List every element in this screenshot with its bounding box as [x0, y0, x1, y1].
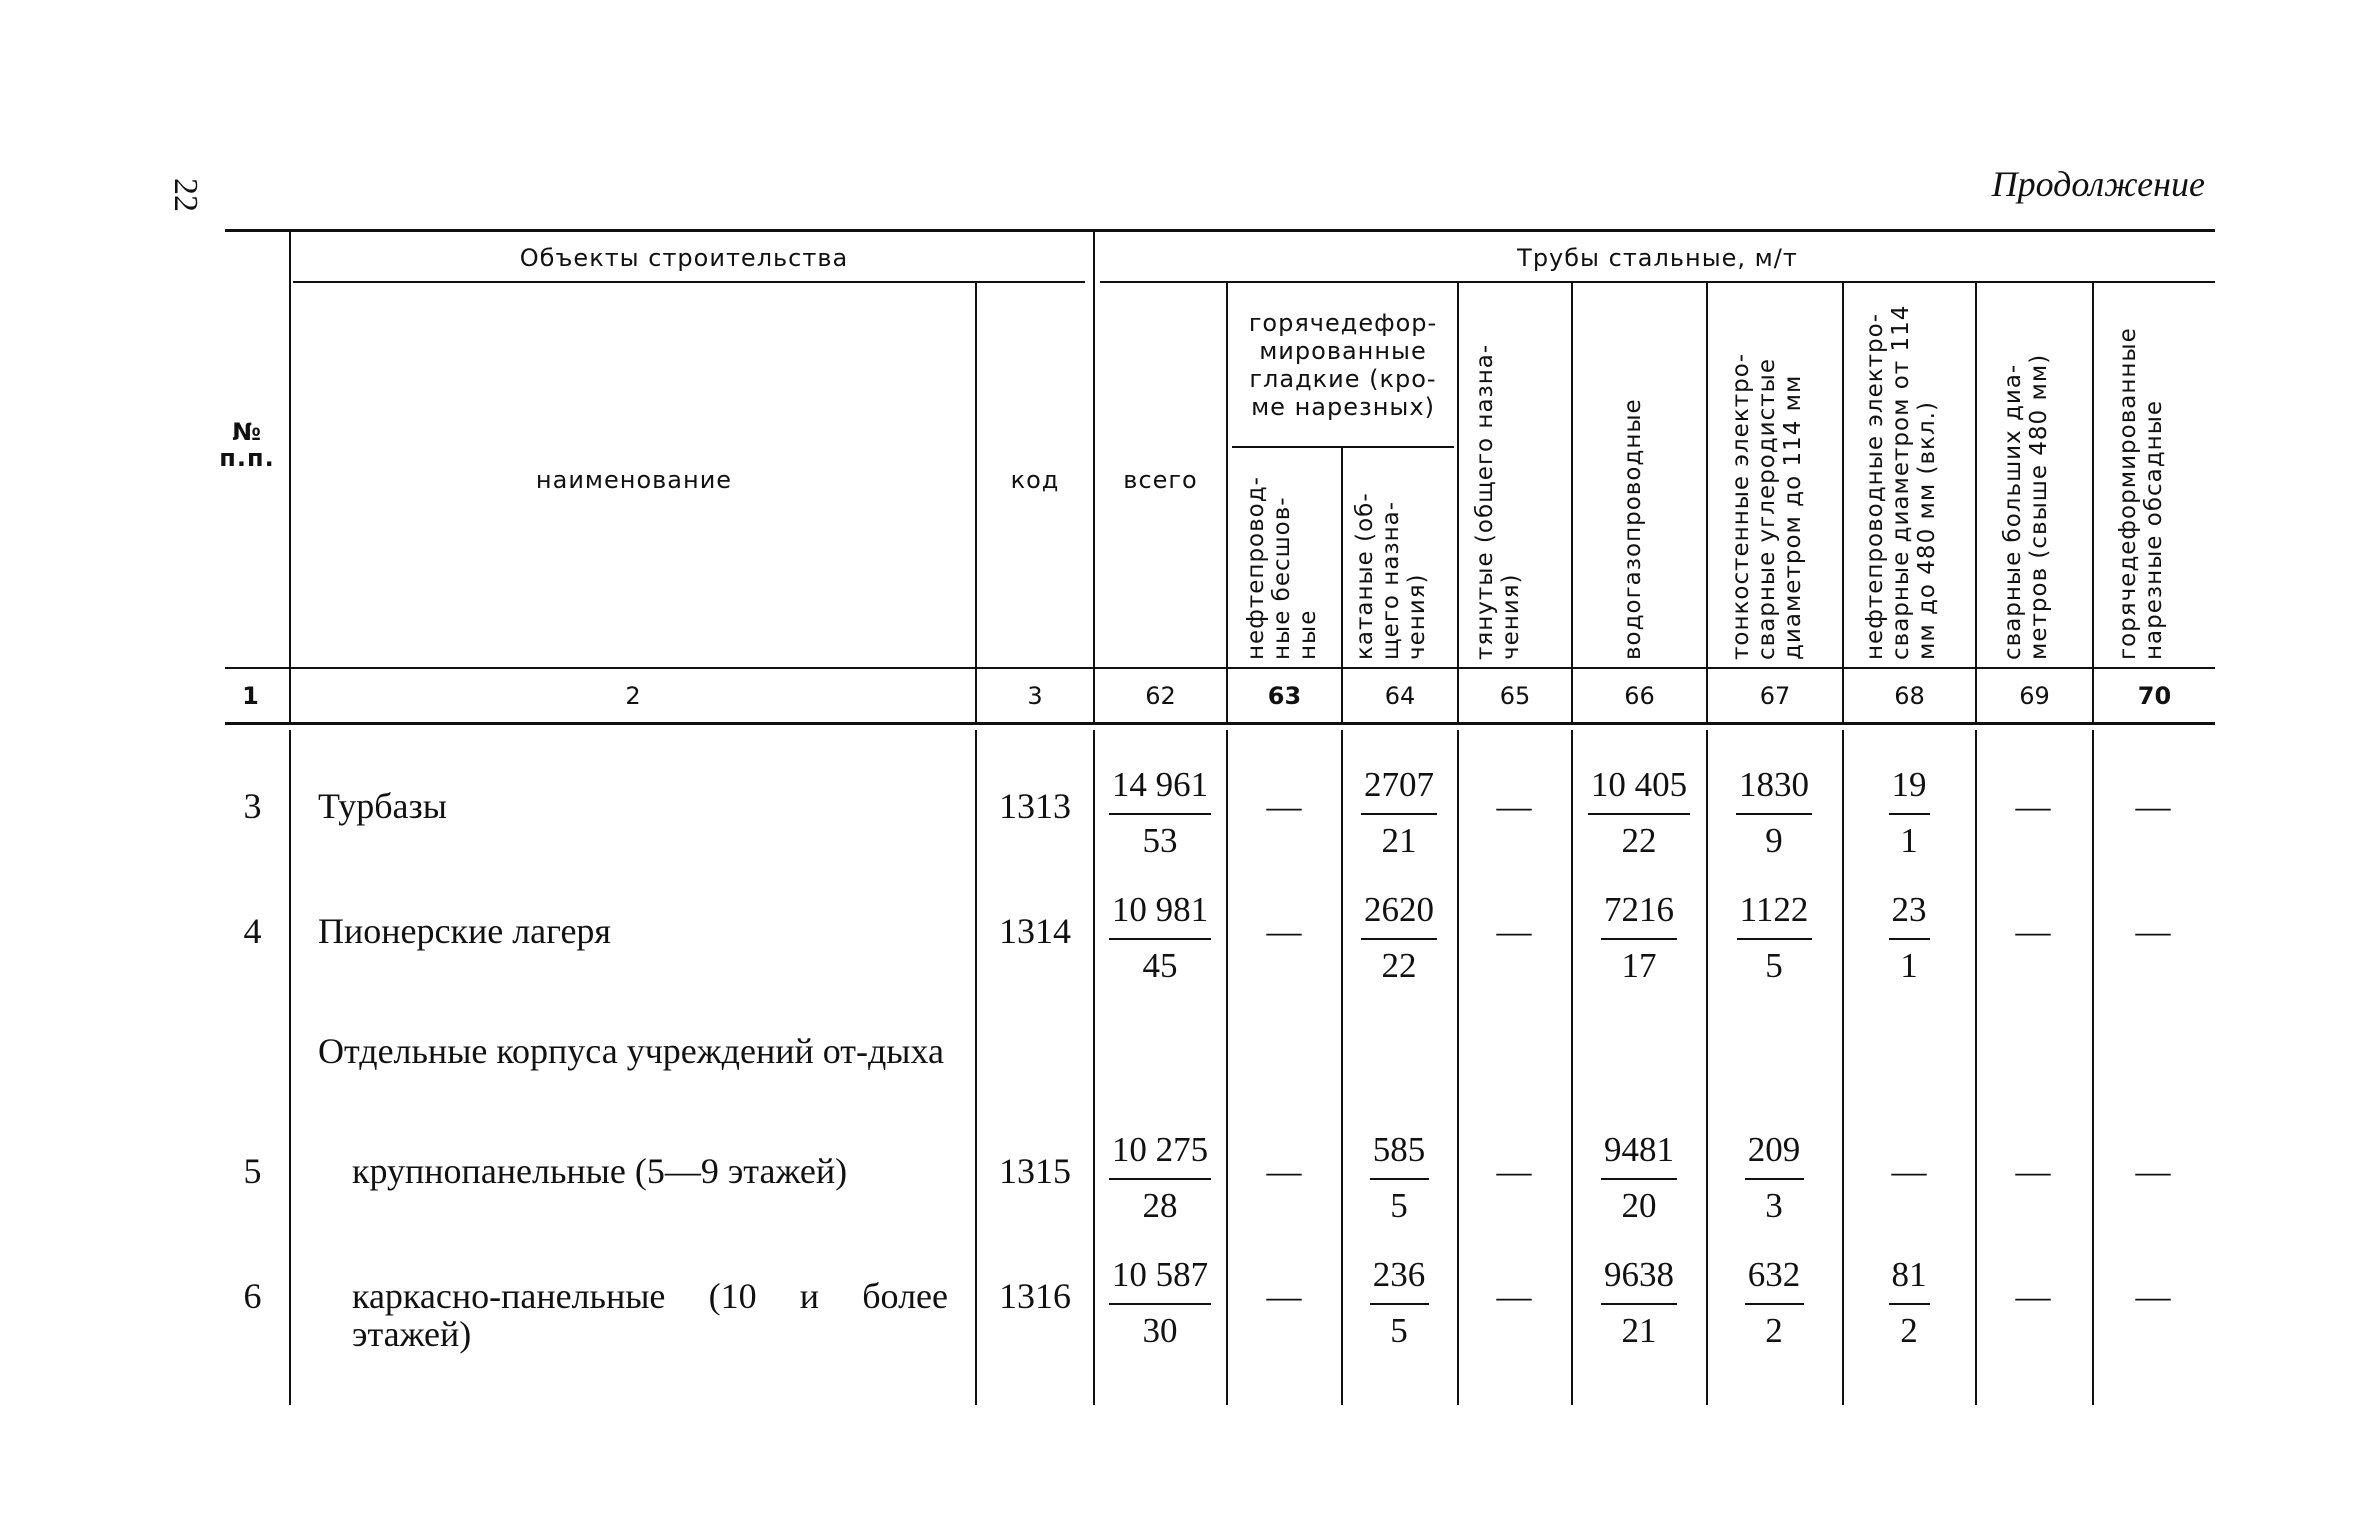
- empty-dash: —: [2015, 1277, 2051, 1316]
- vrule: [289, 232, 291, 722]
- fraction-bar: [1361, 813, 1437, 815]
- fraction-bar: [1109, 938, 1211, 940]
- numerator: 585: [1372, 1130, 1426, 1169]
- col-number: 3: [1027, 682, 1043, 710]
- header-code: код: [1010, 466, 1060, 494]
- row-number: 4: [243, 911, 262, 951]
- denominator: 5: [1390, 1186, 1408, 1225]
- row-name: Турбазы: [318, 786, 447, 826]
- empty-dash: —: [2135, 912, 2171, 951]
- denominator: 2: [1900, 1311, 1918, 1350]
- header-hot-formed-group: горячедефор-мированные гладкие (кро-ме нарезных): [1248, 309, 1438, 421]
- fraction-c68: [1849, 1255, 1969, 1351]
- number-row-rule: [225, 722, 2215, 725]
- row-code: 1316: [999, 1276, 1071, 1316]
- header-drawn: [1472, 292, 1564, 660]
- denominator: 28: [1142, 1186, 1178, 1225]
- empty-dash: —: [1266, 787, 1302, 826]
- row-code: 1315: [999, 1151, 1071, 1191]
- fraction-c62: [1100, 765, 1220, 861]
- vrule: [1842, 730, 1844, 1405]
- empty-dash: —: [1496, 1277, 1532, 1316]
- hot-formed-subrule: [1232, 446, 1454, 448]
- denominator: 21: [1621, 1311, 1657, 1350]
- vrule: [289, 730, 291, 1405]
- denominator: 5: [1765, 946, 1783, 985]
- col-number: 69: [2019, 682, 2050, 710]
- numerator: 9638: [1604, 1255, 1674, 1294]
- fraction-bar: [1601, 938, 1677, 940]
- vrule: [1975, 730, 1977, 1405]
- continuation-label: Продолжение: [1991, 164, 2205, 204]
- empty-dash: —: [2135, 1277, 2171, 1316]
- header-name: наименование: [535, 466, 733, 494]
- header-bottom-rule: [225, 667, 2215, 669]
- empty-dash: —: [1891, 1152, 1927, 1191]
- fraction-c66: [1579, 890, 1699, 986]
- header-oil-seamless-text: нефтепровод-ные бесшов-ные: [1243, 476, 1321, 660]
- empty-dash: —: [1266, 912, 1302, 951]
- vrule: [1093, 730, 1095, 1405]
- denominator: 22: [1621, 821, 1657, 860]
- header-rolled: [1352, 452, 1452, 660]
- fraction-c64: [1339, 1255, 1459, 1351]
- fraction-c68: [1849, 765, 1969, 861]
- fraction-bar: [1588, 813, 1690, 815]
- col-number: 63: [1267, 682, 1302, 710]
- row-number: 6: [243, 1276, 262, 1316]
- fraction-c66: [1579, 765, 1699, 861]
- fraction-c67: [1714, 890, 1834, 986]
- vrule: [1226, 730, 1228, 1405]
- vrule: [2092, 730, 2094, 1405]
- col-number: 70: [2137, 682, 2172, 710]
- header-oil-seamless: [1243, 452, 1335, 660]
- header-oil-welded: [1862, 292, 1967, 660]
- denominator: 2: [1765, 1311, 1783, 1350]
- header-hot-formed-threaded: [2115, 292, 2195, 660]
- header-rolled-text: катаные (об-щего назна-чения): [1352, 492, 1430, 660]
- denominator: 22: [1381, 946, 1417, 985]
- fraction-c64: [1339, 1130, 1459, 1226]
- header-total: всего: [1123, 466, 1198, 494]
- fraction-c64: [1339, 765, 1459, 861]
- fraction-bar: [1745, 1178, 1804, 1180]
- numerator: 209: [1747, 1130, 1801, 1169]
- fraction-bar: [1109, 1178, 1211, 1180]
- col-number: 67: [1759, 682, 1791, 710]
- header-thin-wall: [1728, 292, 1828, 660]
- numerator: 1122: [1739, 890, 1809, 929]
- fraction-c67: [1714, 765, 1834, 861]
- pipes-group-rule: [1100, 281, 2215, 283]
- header-objects-group: Объекты строительства: [519, 244, 849, 272]
- header-no: № п.п.: [219, 418, 275, 472]
- col-number: 1: [242, 682, 259, 710]
- numerator: 1830: [1739, 765, 1809, 804]
- fraction-c67: [1714, 1130, 1834, 1226]
- header-welded-large: [2000, 292, 2080, 660]
- numerator: 10 275: [1111, 1130, 1209, 1169]
- objects-group-rule: [293, 281, 1085, 283]
- numerator: 14 961: [1111, 765, 1209, 804]
- numerator: 236: [1372, 1255, 1426, 1294]
- vrule: [1571, 730, 1573, 1405]
- col-number: 2: [625, 682, 641, 710]
- col-number: 64: [1384, 682, 1416, 710]
- denominator: 45: [1142, 946, 1178, 985]
- empty-dash: —: [2015, 787, 2051, 826]
- numerator: 19: [1891, 765, 1927, 804]
- col-number: 65: [1499, 682, 1531, 710]
- fraction-bar: [1889, 938, 1930, 940]
- denominator: 30: [1142, 1311, 1178, 1350]
- header-welded-large-text: сварные больших диа-метров (свыше 480 мм): [2000, 353, 2052, 660]
- empty-dash: —: [2135, 787, 2171, 826]
- group-label: Отдельные корпуса учреждений от-дыха: [318, 1031, 944, 1071]
- vrule: [1706, 730, 1708, 1405]
- fraction-c68: [1849, 890, 1969, 986]
- header-water-gas: [1620, 292, 1680, 660]
- vrule: [1457, 283, 1459, 722]
- empty-dash: —: [2015, 912, 2051, 951]
- denominator: 21: [1381, 821, 1417, 860]
- row-name: крупнопанельные (5—9 этажей): [352, 1151, 848, 1191]
- numerator: 23: [1891, 890, 1927, 929]
- fraction-bar: [1889, 1303, 1930, 1305]
- vrule: [1571, 283, 1573, 722]
- header-water-gas-text: водогазопроводные: [1620, 398, 1646, 660]
- denominator: 5: [1390, 1311, 1408, 1350]
- fraction-bar: [1601, 1178, 1677, 1180]
- empty-dash: —: [1496, 1152, 1532, 1191]
- numerator: 10 405: [1590, 765, 1688, 804]
- page-number: 22: [167, 178, 204, 212]
- header-drawn-text: тянутые (общего назна-чения): [1472, 343, 1524, 660]
- col-number: 62: [1145, 682, 1176, 710]
- fraction-bar: [1109, 813, 1211, 815]
- denominator: 1: [1900, 821, 1918, 860]
- denominator: 1: [1900, 946, 1918, 985]
- fraction-bar: [1370, 1303, 1429, 1305]
- numerator: 632: [1747, 1255, 1801, 1294]
- numerator: 81: [1891, 1255, 1927, 1294]
- empty-dash: —: [1266, 1152, 1302, 1191]
- row-name: каркасно-панельные (10 и более этажей): [352, 1276, 948, 1354]
- fraction-c64: [1339, 890, 1459, 986]
- empty-dash: —: [1496, 912, 1532, 951]
- vrule: [1226, 283, 1228, 722]
- fraction-c62: [1100, 1130, 1220, 1226]
- fraction-bar: [1361, 938, 1437, 940]
- fraction-bar: [1109, 1303, 1211, 1305]
- header-hot-formed-threaded-text: горячедеформированные нарезные обсадные: [2115, 327, 2167, 660]
- col-number: 68: [1894, 682, 1925, 710]
- empty-dash: —: [1496, 787, 1532, 826]
- fraction-bar: [1601, 1303, 1677, 1305]
- fraction-bar: [1736, 813, 1812, 815]
- vrule: [2092, 283, 2094, 722]
- numerator: 7216: [1604, 890, 1674, 929]
- row-number: 5: [243, 1151, 262, 1191]
- denominator: 17: [1621, 946, 1657, 985]
- fraction-c66: [1579, 1130, 1699, 1226]
- denominator: 9: [1765, 821, 1783, 860]
- denominator: 3: [1765, 1186, 1783, 1225]
- denominator: 53: [1142, 821, 1178, 860]
- vrule: [1975, 283, 1977, 722]
- row-code: 1313: [999, 786, 1071, 826]
- row-number: 3: [243, 786, 262, 826]
- vrule: [1706, 283, 1708, 722]
- fraction-bar: [1889, 813, 1930, 815]
- col-number: 66: [1624, 682, 1655, 710]
- empty-dash: —: [1266, 1277, 1302, 1316]
- numerator: 10 981: [1111, 890, 1209, 929]
- header-thin-wall-text: тонкостенные электро-сварные углеродистые диаметром до 114 мм: [1728, 352, 1806, 660]
- fraction-bar: [1370, 1178, 1429, 1180]
- denominator: 20: [1621, 1186, 1657, 1225]
- row-name: Пионерские лагеря: [318, 911, 611, 951]
- empty-dash: —: [2015, 1152, 2051, 1191]
- row-code: 1314: [999, 911, 1071, 951]
- fraction-c67: [1714, 1255, 1834, 1351]
- vrule: [1842, 283, 1844, 722]
- header-oil-welded-text: нефтепроводные электро-сварные диаметром от 114 мм до 480 мм (вкл.): [1862, 304, 1940, 660]
- fraction-c66: [1579, 1255, 1699, 1351]
- numerator: 2707: [1364, 765, 1434, 804]
- fraction-c62: [1100, 1255, 1220, 1351]
- numerator: 2620: [1364, 890, 1434, 929]
- fraction-bar: [1737, 938, 1812, 940]
- numerator: 10 587: [1111, 1255, 1209, 1294]
- table-top-rule: [225, 229, 2215, 232]
- header-pipes-group: Трубы стальные, м/т: [1517, 244, 1798, 272]
- fraction-c62: [1100, 890, 1220, 986]
- empty-dash: —: [2135, 1152, 2171, 1191]
- numerator: 9481: [1604, 1130, 1674, 1169]
- fraction-bar: [1745, 1303, 1804, 1305]
